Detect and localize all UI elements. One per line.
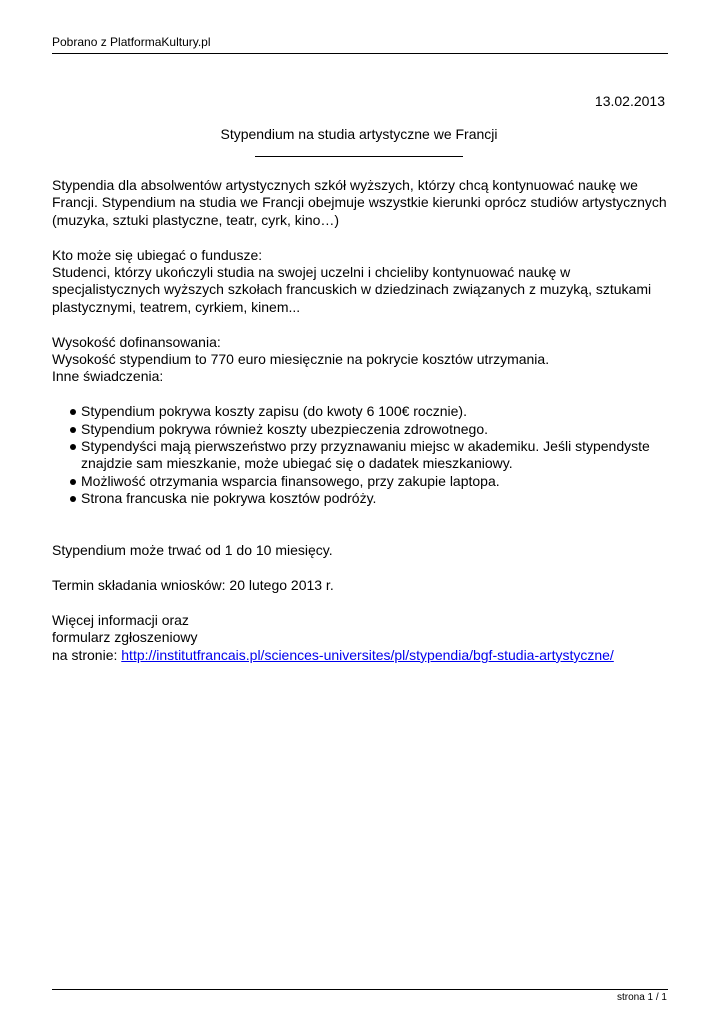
paragraph-spacer	[52, 316, 674, 333]
document-body	[52, 177, 674, 664]
bullet-icon	[70, 479, 76, 485]
paragraph-spacer	[52, 595, 674, 612]
eligibility-heading: Kto może się ubiegać o fundusze:	[52, 246, 263, 263]
paragraph-spacer	[52, 560, 674, 577]
header-divider	[52, 53, 668, 54]
list-item	[70, 421, 674, 438]
paragraph-spacer	[52, 229, 674, 246]
document-date: 13.02.2013	[594, 93, 665, 109]
paragraph-spacer	[52, 386, 674, 403]
eligibility-paragraph: Studenci, którzy ukończyli studia na swojej uczelni i chcieliby kontynuować naukę w specjalistycznych wyższych szkołach francuskich w dziedzinach związanych z muzyką, sztukami plastycznymi, teatrem, cyrkiem, kinem...	[52, 264, 652, 315]
list-item-text: Stypendyści mają pierwszeństwo przy przyznawaniu miejsc w akademiku. Jeśli stypendyste znajdzie sam mieszkanie, może ubiegać się o dadatek mieszkaniowy.	[81, 438, 650, 472]
bullet-icon	[70, 496, 76, 502]
list-item-text: Stypendium pokrywa koszty zapisu (do kwoty 6 100€ rocznie).	[81, 403, 467, 420]
bullet-icon	[70, 409, 76, 415]
page-number: strona 1 / 1	[616, 992, 667, 1003]
list-item	[70, 403, 674, 420]
list-item-text: Strona francuska nie pokrywa kosztów podróży.	[81, 490, 377, 507]
footer-divider	[52, 989, 668, 990]
more-info-line: formularz zgłoszeniowy	[52, 629, 198, 646]
page-header-source: Pobrano z PlatformaKultury.pl	[52, 35, 211, 49]
benefits-list	[52, 403, 674, 507]
duration-paragraph: Stypendium może trwać od 1 do 10 miesięcy.	[52, 542, 333, 559]
list-item	[70, 473, 674, 490]
bullet-icon	[70, 427, 76, 433]
intro-paragraph: Stypendia dla absolwentów artystycznych szkół wyższych, którzy chcą kontynuować naukę we Francji. Stypendium na studia we Francji obejmuje wszystkie kierunki oprócz studiów artystycznych (muzyka, sztuki plastyczne, teatr, cyrk, kino…)	[52, 177, 667, 228]
deadline-paragraph: Termin składania wniosków: 20 lutego 2013 r.	[52, 577, 334, 594]
list-item-text: Stypendium pokrywa również koszty ubezpieczenia zdrowotnego.	[81, 420, 488, 437]
more-info-prefix: na stronie:	[52, 646, 122, 663]
title-underline	[255, 156, 463, 157]
document-title: Stypendium na studia artystyczne we Francji	[220, 126, 498, 142]
list-item	[70, 490, 674, 507]
bullet-icon	[70, 444, 76, 450]
more-info-link-line	[52, 647, 674, 664]
funding-paragraph: Wysokość stypendium to 770 euro miesięcznie na pokrycie kosztów utrzymania.	[52, 351, 550, 368]
list-item-text: Możliwość otrzymania wsparcia finansowego, przy zakupie laptopa.	[81, 472, 500, 489]
paragraph-spacer	[52, 508, 674, 543]
info-link[interactable]: http://institutfrancais.pl/sciences-universites/pl/stypendia/bgf-studia-artystyczne/	[121, 646, 614, 663]
more-info-line: Więcej informacji oraz	[52, 612, 189, 629]
funding-heading: Wysokość dofinansowania:	[52, 333, 221, 350]
list-item	[70, 438, 674, 473]
benefits-heading: Inne świadczenia:	[52, 368, 164, 385]
